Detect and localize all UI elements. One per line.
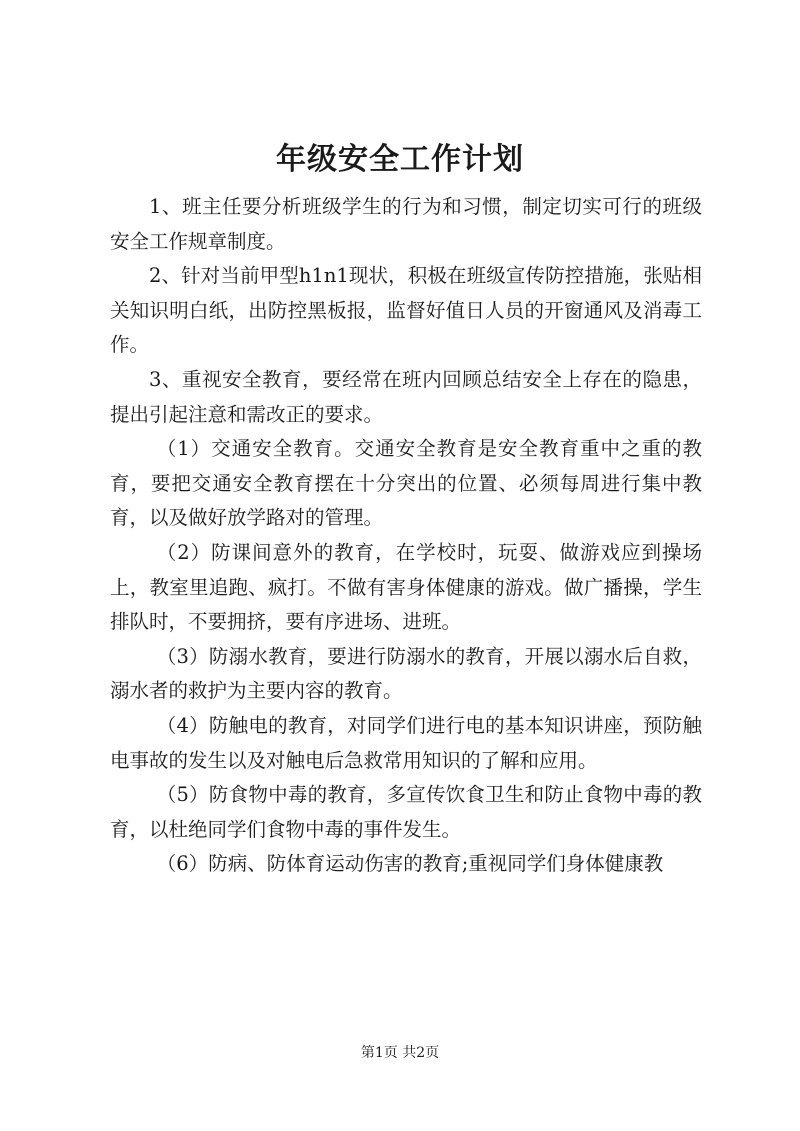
paragraph-food-safety: （5）防食物中毒的教育，多宣传饮食卫生和防止食物中毒的教育，以杜绝同学们食物中毒的事件发生。 — [110, 783, 702, 841]
paragraph-drowning-safety: （3）防溺水教育，要进行防溺水的教育，开展以溺水后自救，溺水者的救护为主要内容的教育。 — [110, 644, 702, 703]
paragraph-1: 1、班主任要分析班级学生的行为和习惯，制定切实可行的班级安全工作规章制度。 — [110, 195, 702, 253]
paragraph-sports-safety: （6）防病、防体育运动伤害的教育;重视同学们身体健康教 — [156, 852, 664, 876]
paragraph-3: 3、重视安全教育，要经常在班内回顾总结安全上存在的隐患，提出引起注意和需改正的要求。 — [110, 367, 702, 426]
paragraph-2: 2、针对当前甲型h1n1现状，积极在班级宣传防控措施，张贴相关知识明白纸，出防控黑板报，监督好值日人员的开窗通风及消毒工作。 — [110, 264, 702, 357]
paragraph-recess-safety: （2）防课间意外的教育，在学校时，玩耍、做游戏应到操场上，教室里追跑、疯打。不做有害身体健康的游戏。做广播操，学生排队时，不要拥挤，要有序进场、进班。 — [110, 540, 702, 634]
page-number-footer: 第1页 共2页 — [360, 1045, 440, 1061]
paragraph-traffic-safety: （1）交通安全教育。交通安全教育是安全教育重中之重的教育，要把交通安全教育摆在十分突出的位置、必须每周进行集中教育，以及做好放学路对的管理。 — [110, 437, 702, 530]
document-title: 年级安全工作计划 — [276, 142, 524, 177]
document-body — [110, 190, 702, 882]
paragraph-electric-safety: （4）防触电的教育，对同学们进行电的基本知识讲座，预防触电事故的发生以及对触电后急救常用知识的了解和应用。 — [110, 713, 702, 772]
